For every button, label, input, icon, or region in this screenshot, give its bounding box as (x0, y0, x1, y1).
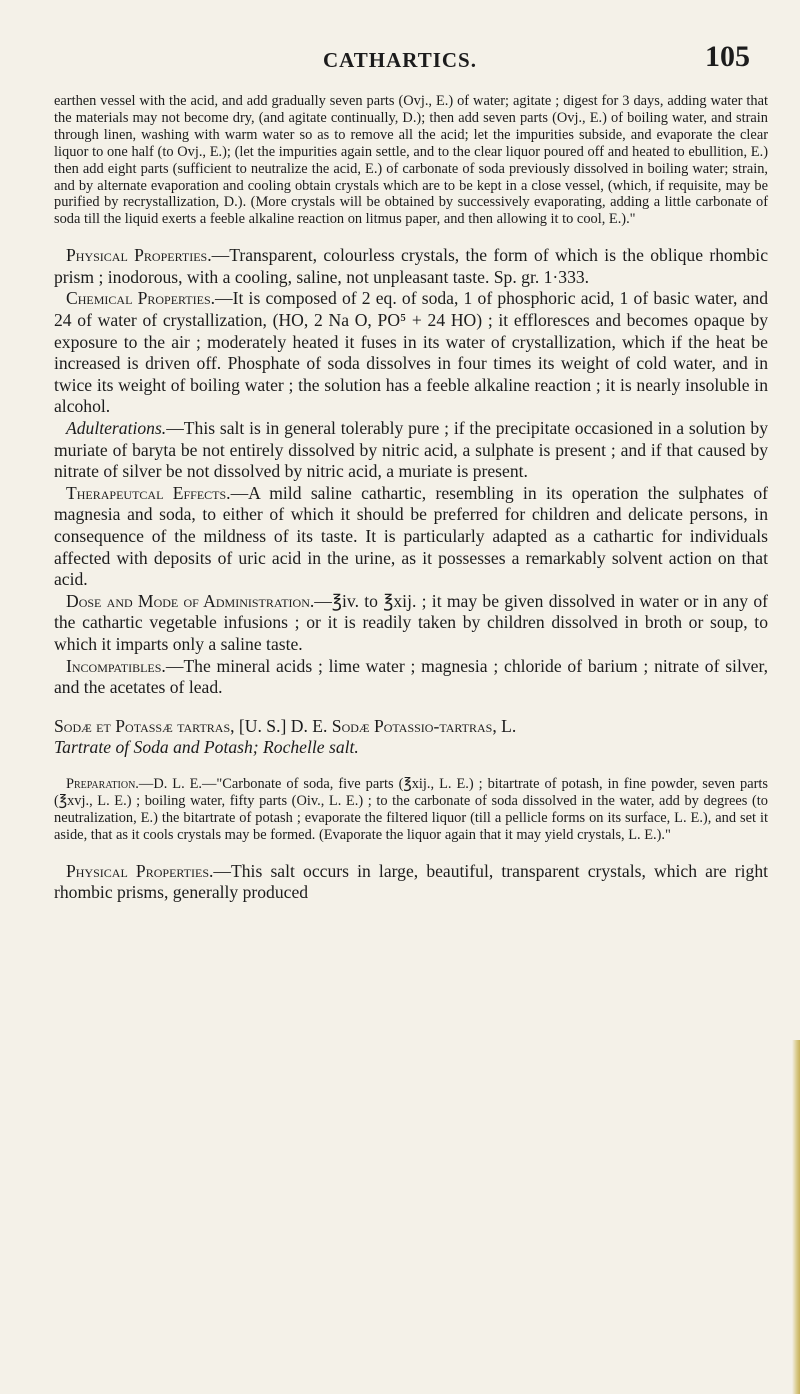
text-preparation: —D. L. E.—"Carbonate of soda, five parts (℥xij., L. E.) ; bitartrate of potash, in fine powder, seven parts (℥xvj., L. E.) ; boiling water, fifty parts (Oiv., L. E.) ; to the carbonate of soda dissolved in the water, add by degrees (to neutralization, E.) the bitartrate of potash ; evaporate the filtered liquor (till a pellicle forms on its surface, L. E.), and set it aside, that as it cools crystals may be formed. (Evaporate the liquor again that it may yield crystals, L. E.)." (54, 775, 768, 843)
section-title-tartrate (54, 716, 768, 759)
spacer (54, 759, 768, 776)
spacer (54, 228, 768, 245)
running-title: CATHARTICS. (323, 48, 477, 72)
entry-title-english: Tartrate of Soda and Potash; Rochelle salt. (54, 737, 359, 758)
heading-chemical-properties: Chemical Properties. (66, 288, 216, 309)
spacer (54, 699, 768, 716)
text-chemical-properties: —It is composed of 2 eq. of soda, 1 of phosphoric acid, 1 of basic water, and 24 of water of crystallization, (HO, 2 Na O, PO⁵ + 24 HO) ; it effloresces and becomes opaque by exposure to the air ; moderately heated it fuses in its water of crystallization, which if the heat be increased is driven off. Phosphate of soda dissolves in four times its weight of cold water, and in twice its weight of boiling water ; the solution has a feeble alkaline reaction ; it is nearly insoluble in alcohol. (54, 288, 768, 417)
page-header (0, 40, 800, 80)
paragraph-preparation-continued: earthen vessel with the acid, and add gradually seven parts (Ovj., E.) of water; agitate ; digest for 3 days, adding water that the materials may not become dry, (and agitate continually, D.); then add seven parts (Ovj., E.) of boiling water, and strain through linen, washing with warm water so as to remove all the acid; let the impurities subside, and evaporate the clear liquor to one half (to Ovj., E.); (let the impurities again settle, and to the clear liquor poured off and heated to ebullition, E.) then add eight parts (sufficient to neutralize the acid, E.) of carbonate of soda previously dissolved in boiling water; strain, and by alternate evaporation and cooling obtain crystals which are to be kept in a close vessel, (which, if requisite, may be purified by recrystallization, D.). (More crystals will be obtained by successively evaporating, adding a little carbonate of soda till the liquid exerts a feeble alkaline reaction on litmus paper, and then allowing it to cool, E.)." (54, 93, 768, 228)
paragraph-incompatibles (54, 656, 768, 699)
heading-physical-properties: Physical Properties. (66, 245, 212, 266)
text-dose: —℥iv. to ℥xij. ; it may be given dissolved in water or in any of the cathartic vegetable infusions ; or it is readily taken by children dissolved in broth or soup, to which it imparts only a saline taste. (54, 590, 768, 654)
page-edge-shadow (792, 1040, 800, 1394)
paragraph-therapeutical-effects (54, 483, 768, 591)
heading-adulterations: Adulterations. (66, 418, 167, 438)
text-adulterations: —This salt is in general tolerably pure ; if the precipitate occasioned in a solution by muriate of baryta be not entirely dissolved by nitric acid, a sulphate is present ; and if that caused by nitrate of silver be not dissolved by nitric acid, a muriate is present. (54, 418, 768, 482)
heading-therapeutical-effects: Therapeutcal Effects. (66, 482, 231, 503)
heading-dose: Dose and Mode of Administration. (66, 590, 315, 611)
entry-title-latin: Sodæ et Potassæ tartras, [U. S.] D. E. Sodæ Potassio-tartras, L. (54, 715, 517, 736)
paragraph-dose (54, 591, 768, 656)
paragraph-physical-properties-tartrate (54, 861, 768, 904)
text-therapeutical-effects: —A mild saline cathartic, resembling in its operation the sulphates of magnesia and soda, to either of which it should be preferred for children and delicate persons, in consequence of the mildness of its taste. It is particularly adapted as a cathartic for individuals affected with deposits of uric acid in the urine, as it possesses a remarkably solvent action on that acid. (54, 482, 768, 590)
paragraph-preparation (54, 776, 768, 844)
text-physical-properties-tartrate: —This salt occurs in large, beautiful, transparent crystals, which are right rhombic prisms, generally produced (54, 860, 769, 903)
heading-incompatibles: Incompatibles. (66, 655, 166, 676)
text-physical-properties: —Transparent, colourless crystals, the form of which is the oblique rhombic prism ; inodorous, with a cooling, saline, not unpleasant taste. Sp. gr. 1·333. (54, 245, 769, 287)
page-number: 105 (705, 40, 750, 73)
heading-physical-properties-tartrate: Physical Properties. (66, 860, 214, 881)
heading-preparation: Preparation. (66, 775, 139, 792)
section-phosphate-properties (54, 245, 768, 698)
text-incompatibles: —The mineral acids ; lime water ; magnesia ; chloride of barium ; nitrate of silver, and the acetates of lead. (54, 655, 768, 698)
paragraph-chemical-properties (54, 288, 768, 418)
paragraph-adulterations (54, 418, 768, 483)
page-body (54, 93, 768, 904)
spacer (54, 844, 768, 861)
paragraph-physical-properties (54, 245, 768, 288)
